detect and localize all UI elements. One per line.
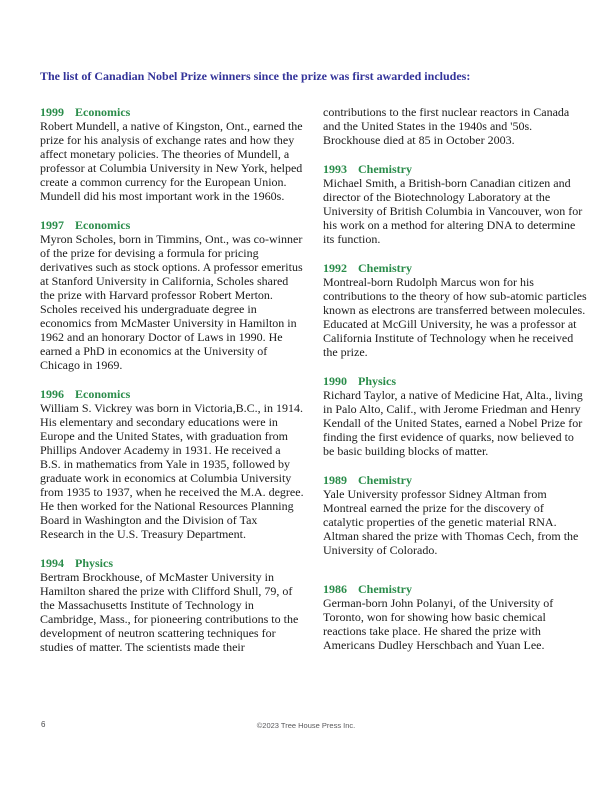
section-body: Robert Mundell, a native of Kingston, Ont., earned the prize for his analysis of exchange rates and how they affect monetary policies. The theories of Mundell, a professor at Columbia University in New York, helped create a common currency for the European Union. Mundell did his most important work in the 1960s.	[40, 119, 303, 203]
section-body: Yale University professor Sidney Altman from Montreal earned the prize for the discovery of catalytic properties of the genetic material RNA. Altman shared the prize with Thomas Cech, from the University of Colorado.	[323, 487, 579, 557]
copyright-notice: ©2023 Tree House Press Inc.	[256, 721, 356, 730]
section-heading	[40, 556, 304, 570]
year-label: 1989	[323, 473, 347, 487]
document-title: The list of Canadian Nobel Prize winners since the prize was first awarded includes:	[40, 69, 471, 83]
section-heading	[40, 387, 304, 401]
category-label: Economics	[75, 105, 131, 119]
category-label: Economics	[75, 387, 131, 401]
year-label: 1990	[323, 374, 347, 388]
category-label: Chemistry	[358, 582, 412, 596]
section-heading	[40, 105, 304, 119]
section-body: Michael Smith, a British-born Canadian citizen and director of the Biotechnology Laboratory at the University of British Columbia in Vancouver, won for his work on a method for altering DNA to determine its function.	[323, 176, 583, 246]
category-label: Physics	[75, 556, 114, 570]
section-1994-physics	[40, 556, 304, 654]
section-body: Myron Scholes, born in Timmins, Ont., was co-winner of the prize for devising a formula for pricing derivatives such as stock options. A professor emeritus at Stanford University in California, Scholes shared the prize with Harvard professor Robert Merton. Scholes received his undergraduate degree in economics from McMaster University in Hamilton in 1962 and an honorary Doctor of Laws in 1990. He earned a PhD in economics at the University of Chicago in 1969.	[40, 232, 303, 372]
section-1990-physics	[323, 374, 587, 458]
year-label: 1986	[323, 582, 347, 596]
section-1999-economics	[40, 105, 304, 203]
section-body: Bertram Brockhouse, of McMaster University in Hamilton shared the prize with Clifford Shull, 79, of the Massachusetts Institute of Technology in Cambridge, Mass., for pioneering contributions to the development of neutron scattering techniques for studies of matter. The scientists made their	[40, 570, 299, 654]
category-label: Physics	[358, 374, 397, 388]
category-label: Chemistry	[358, 473, 412, 487]
category-label: Chemistry	[358, 261, 412, 275]
category-label: Economics	[75, 218, 131, 232]
year-label: 1993	[323, 162, 347, 176]
section-heading	[323, 582, 587, 596]
section-body: William S. Vickrey was born in Victoria,B.C., in 1914. His elementary and secondary educations were in Europe and the United States, with graduation from Phillips Andover Academy in 1931. He received a B.S. in mathematics from Yale in 1935, followed by graduate work in economics at Columbia University from 1935 to 1937, when he received the M.A. degree. He then worked for the National Resources Planning Board in Washington and the Division of Tax Research in the U.S. Treasury Department.	[40, 401, 304, 541]
section-1996-economics	[40, 387, 304, 541]
category-label: Chemistry	[358, 162, 412, 176]
page-number: 6	[41, 720, 46, 729]
section-body: German-born John Polanyi, of the University of Toronto, won for showing how basic chemical reactions take place. He shared the prize with Americans Dudley Herschbach and Yuan Lee.	[323, 596, 554, 652]
year-label: 1999	[40, 105, 64, 119]
section-body: Richard Taylor, a native of Medicine Hat, Alta., living in Palo Alto, Calif., with Jerome Friedman and Henry Kendall of the United States, earned a Nobel Prize for finding the first evidence of quarks, now believed to be basic building blocks of matter.	[323, 388, 583, 458]
section-1989-chemistry	[323, 473, 587, 557]
section-1997-economics	[40, 218, 304, 372]
section-body: Montreal-born Rudolph Marcus won for his contributions to the theory of how sub-atomic particles known as electrons are transferred between molecules. Educated at McGill University, he was a professor at California Institute of Technology when he received the prize.	[323, 275, 587, 359]
right-column	[323, 105, 587, 667]
year-label: 1994	[40, 556, 64, 570]
year-label: 1997	[40, 218, 64, 232]
section-heading	[323, 473, 587, 487]
section-1993-chemistry	[323, 162, 587, 246]
section-heading	[40, 218, 304, 232]
section-heading	[323, 261, 587, 275]
section-heading	[323, 162, 587, 176]
section-1992-chemistry	[323, 261, 587, 359]
section-1994-continuation	[323, 105, 587, 147]
section-heading	[323, 374, 587, 388]
left-column	[40, 105, 304, 669]
year-label: 1996	[40, 387, 64, 401]
section-body: contributions to the first nuclear reactors in Canada and the United States in the 1940s and '50s. Brockhouse died at 85 in October 2003.	[323, 105, 570, 147]
year-label: 1992	[323, 261, 347, 275]
section-1986-chemistry	[323, 582, 587, 652]
